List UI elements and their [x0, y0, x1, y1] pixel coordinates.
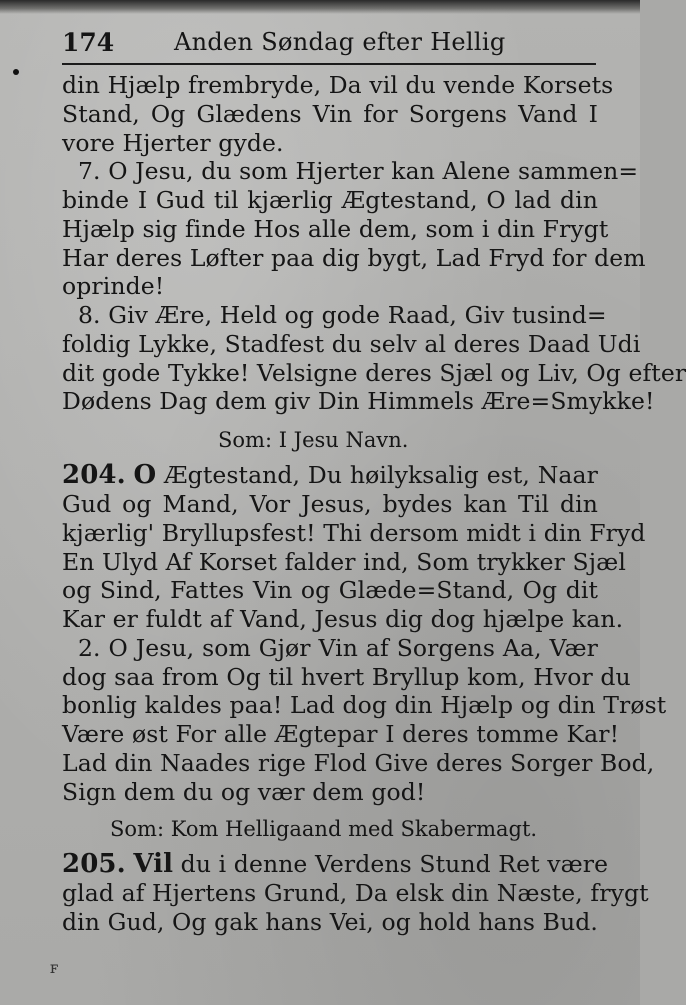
- text-line: Stand, Og Glædens Vin for Sorgens Vand I: [62, 100, 598, 128]
- header-rule: [62, 63, 596, 65]
- text-line: bonlig kaldes paa! Lad dog din Hjælp og din Trøst: [62, 691, 667, 719]
- hymn-205-first-line: [62, 849, 609, 879]
- text-line: dit gode Tykke! Velsigne deres Sjæl og Liv, Og efter: [62, 359, 686, 387]
- hymn-204-initial: O: [133, 460, 157, 490]
- hymn-204-first-line-text: Ægtestand, Du høilyksalig est, Naar: [164, 461, 598, 489]
- text-line: Dødens Dag dem giv Din Himmels Ære=Smykke!: [62, 387, 655, 415]
- hymn-205-first-line-text: du i denne Verdens Stund Ret være: [180, 850, 609, 878]
- text-line: kjærlig' Bryllupsfest! Thi dersom midt i din Fryd: [62, 519, 646, 547]
- verse-2-start: 2. O Jesu, som Gjør Vin af Sorgens Aa, Vær: [78, 634, 598, 662]
- page-number: 174: [62, 28, 115, 57]
- text-line: Har deres Løfter paa dig bygt, Lad Fryd for dem: [62, 244, 646, 272]
- hymn-number-204: 204.: [62, 460, 126, 490]
- text-line: din Hjælp frembryde, Da vil du vende Korsets: [62, 71, 614, 99]
- text-line: oprinde!: [62, 272, 165, 300]
- text-line: Gud og Mand, Vor Jesus, bydes kan Til din: [62, 490, 598, 518]
- text-line: Være øst For alle Ægtepar I deres tomme Kar!: [62, 720, 620, 748]
- text-line: En Ulyd Af Korset falder ind, Som trykker Sjæl: [62, 548, 626, 576]
- verse-8-start: 8. Giv Ære, Held og gode Raad, Giv tusind=: [78, 301, 607, 329]
- text-line: Lad din Naades rige Flod Give deres Sorger Bod,: [62, 749, 655, 777]
- running-head: Anden Søndag efter Hellig: [174, 28, 506, 56]
- text-line: glad af Hjertens Grund, Da elsk din Næste, frygt: [62, 879, 649, 907]
- margin-mark: ꜰ: [50, 958, 59, 977]
- page-header: [62, 26, 598, 66]
- text-line: Hjælp sig finde Hos alle dem, som i din Frygt: [62, 215, 609, 243]
- hymn-number-205: 205.: [62, 849, 126, 879]
- text-line: dog saa from Og til hvert Bryllup kom, Hvor du: [62, 663, 631, 691]
- text-line: din Gud, Og gak hans Vei, og hold hans Bud.: [62, 908, 598, 936]
- melody-note-205: Som: Kom Helligaand med Skabermagt.: [110, 817, 538, 841]
- hymn-205-first-word: Vil: [133, 849, 174, 879]
- hymn-204-first-line: [62, 460, 598, 490]
- text-line: binde I Gud til kjærlig Ægtestand, O lad din: [62, 186, 598, 214]
- melody-note-204: Som: I Jesu Navn.: [218, 428, 409, 452]
- verse-7-start: 7. O Jesu, du som Hjerter kan Alene sammen=: [78, 157, 639, 185]
- text-line: vore Hjerter gyde.: [62, 129, 284, 157]
- margin-dot: [13, 69, 19, 75]
- text-line: Kar er fuldt af Vand, Jesus dig dog hjælpe kan.: [62, 605, 624, 633]
- page-top-shadow: [0, 0, 640, 14]
- text-line: Sign dem du og vær dem god!: [62, 778, 426, 806]
- text-line: og Sind, Fattes Vin og Glæde=Stand, Og dit: [62, 576, 598, 604]
- text-line: foldig Lykke, Stadfest du selv al deres Daad Udi: [62, 330, 641, 358]
